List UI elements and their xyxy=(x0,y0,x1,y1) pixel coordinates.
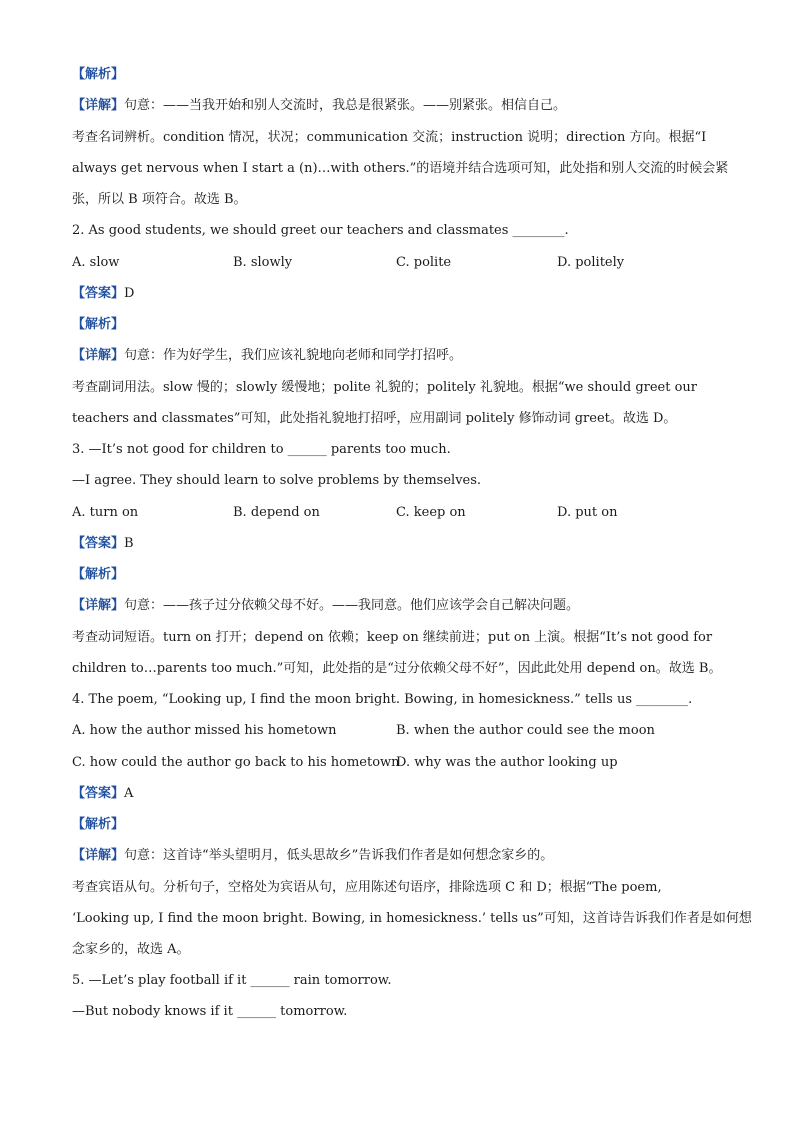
question-text: 4. The poem, “Looking up, I find the moon bright. Bowing, in homesickness.” tells us ________. xyxy=(72,692,693,707)
answer-tag: 【答案】 xyxy=(72,536,125,551)
explanation-line: 念家乡的，故选 A。 xyxy=(72,942,190,957)
analysis-tag: 【解析】 xyxy=(72,817,125,832)
question-text: 5. —Let’s play football if it ______ rain tomorrow. xyxy=(72,973,392,988)
explanation-line: always get nervous when I start a (n)…with others.”的语境并结合选项可知，此处指和别人交流的时候会紧 xyxy=(72,161,729,176)
detail-text: 句意：这首诗“举头望明月，低头思故乡”告诉我们作者是如何想念家乡的。 xyxy=(124,848,554,863)
question-text: 3. —It’s not good for children to ______ parents too much. xyxy=(72,442,451,457)
question-text: —But nobody knows if it ______ tomorrow. xyxy=(72,1004,348,1019)
explanation-line: children to…parents too much.”可知，此处指的是“过分依赖父母不好”，因此此处用 depend on。故选 B。 xyxy=(72,661,722,676)
detail-line xyxy=(72,98,566,114)
analysis-tag: 【解析】 xyxy=(72,317,125,332)
explanation-line: 考查副词用法。slow 慢的；slowly 缓慢地；polite 礼貌的；politely 礼貌地。根据“we should greet our xyxy=(72,380,698,395)
question-text: 2. As good students, we should greet our teachers and classmates ________. xyxy=(72,223,569,238)
answer-line xyxy=(72,536,134,552)
option-b: B. when the author could see the moon xyxy=(396,723,655,738)
option-c: C. how could the author go back to his hometown xyxy=(72,755,400,770)
explanation-line: teachers and classmates”可知，此处指礼貌地打招呼，应用副词 politely 修饰动词 greet。故选 D。 xyxy=(72,411,677,426)
analysis-tag: 【解析】 xyxy=(72,67,125,82)
explanation-line: ‘Looking up, I find the moon bright. Bowing, in homesickness.’ tells us”可知，这首诗告诉我们作者是如何想 xyxy=(72,911,752,926)
detail-line xyxy=(72,848,553,864)
option-d: D. politely xyxy=(557,255,625,270)
option-d: D. put on xyxy=(557,505,618,520)
detail-tag: 【详解】 xyxy=(72,848,125,863)
answer-value: A xyxy=(124,786,134,801)
answer-line xyxy=(72,786,133,802)
answer-value: D xyxy=(124,286,135,301)
detail-line xyxy=(72,598,579,614)
answer-tag: 【答案】 xyxy=(72,786,125,801)
explanation-line: 张，所以 B 项符合。故选 B。 xyxy=(72,192,247,207)
explanation-line: 考查动词短语。turn on 打开；depend on 依赖；keep on 继续前进；put on 上演。根据“It’s not good for xyxy=(72,630,713,645)
detail-tag: 【详解】 xyxy=(72,348,125,363)
option-a: A. how the author missed his hometown xyxy=(72,723,337,738)
detail-text: 句意：作为好学生，我们应该礼貌地向老师和同学打招呼。 xyxy=(124,348,463,363)
option-a: A. slow xyxy=(72,255,120,270)
detail-text: 句意：——孩子过分依赖父母不好。——我同意。他们应该学会自己解决问题。 xyxy=(124,598,580,613)
analysis-tag: 【解析】 xyxy=(72,567,125,582)
option-d: D. why was the author looking up xyxy=(396,755,618,770)
option-b: B. slowly xyxy=(233,255,293,270)
option-a: A. turn on xyxy=(72,505,139,520)
question-text: —I agree. They should learn to solve problems by themselves. xyxy=(72,473,482,488)
option-c: C. polite xyxy=(396,255,452,270)
option-b: B. depend on xyxy=(233,505,320,520)
detail-line xyxy=(72,348,462,364)
answer-line xyxy=(72,286,134,302)
detail-text: 句意：——当我开始和别人交流时，我总是很紧张。——别紧张。相信自己。 xyxy=(124,98,567,113)
answer-tag: 【答案】 xyxy=(72,286,125,301)
option-c: C. keep on xyxy=(396,505,466,520)
detail-tag: 【详解】 xyxy=(72,98,125,113)
detail-tag: 【详解】 xyxy=(72,598,125,613)
explanation-line: 考查宾语从句。分析句子，空格处为宾语从句，应用陈述句语序，排除选项 C 和 D；根据“The poem, xyxy=(72,880,662,895)
answer-value: B xyxy=(124,536,134,551)
explanation-line: 考查名词辨析。condition 情况，状况；communication 交流；instruction 说明；direction 方向。根据“I xyxy=(72,130,707,145)
